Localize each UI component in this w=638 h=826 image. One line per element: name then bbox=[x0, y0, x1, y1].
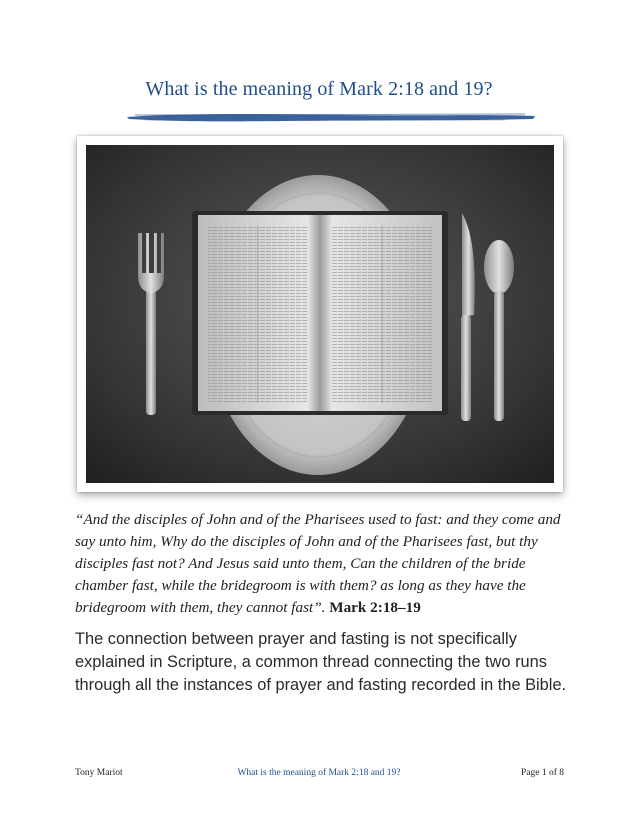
quote-text: “And the disciples of John and of the Pharisees used to fast: and they come and say unto him, Why do the disciples of John and of the Pharisees fast, but thy disciples fast not? And Jesus said unto them, Can the children of the bride chamber fast, while the bridegroom is with them? as long as they have the bridegroom with them, they cannot fast”. bbox=[75, 511, 561, 616]
body-paragraph: The connection between prayer and fasting is not specifically explained in Scripture, a common thread connecting the two runs through all the instances of prayer and fasting recorded in the Bible. bbox=[75, 630, 567, 694]
title-underline-brush bbox=[125, 110, 537, 124]
open-bible-on-plate-icon bbox=[86, 145, 554, 483]
quote-reference: Mark 2:18–19 bbox=[329, 599, 421, 616]
footer-author: Tony Mariot bbox=[75, 768, 123, 778]
scripture-quote bbox=[75, 509, 575, 619]
footer-title: What is the meaning of Mark 2:18 and 19? bbox=[237, 768, 401, 778]
page-title: What is the meaning of Mark 2:18 and 19? bbox=[145, 78, 493, 100]
footer-page-number: Page 1 of 8 bbox=[520, 768, 564, 778]
bible-photo-frame bbox=[77, 136, 563, 492]
